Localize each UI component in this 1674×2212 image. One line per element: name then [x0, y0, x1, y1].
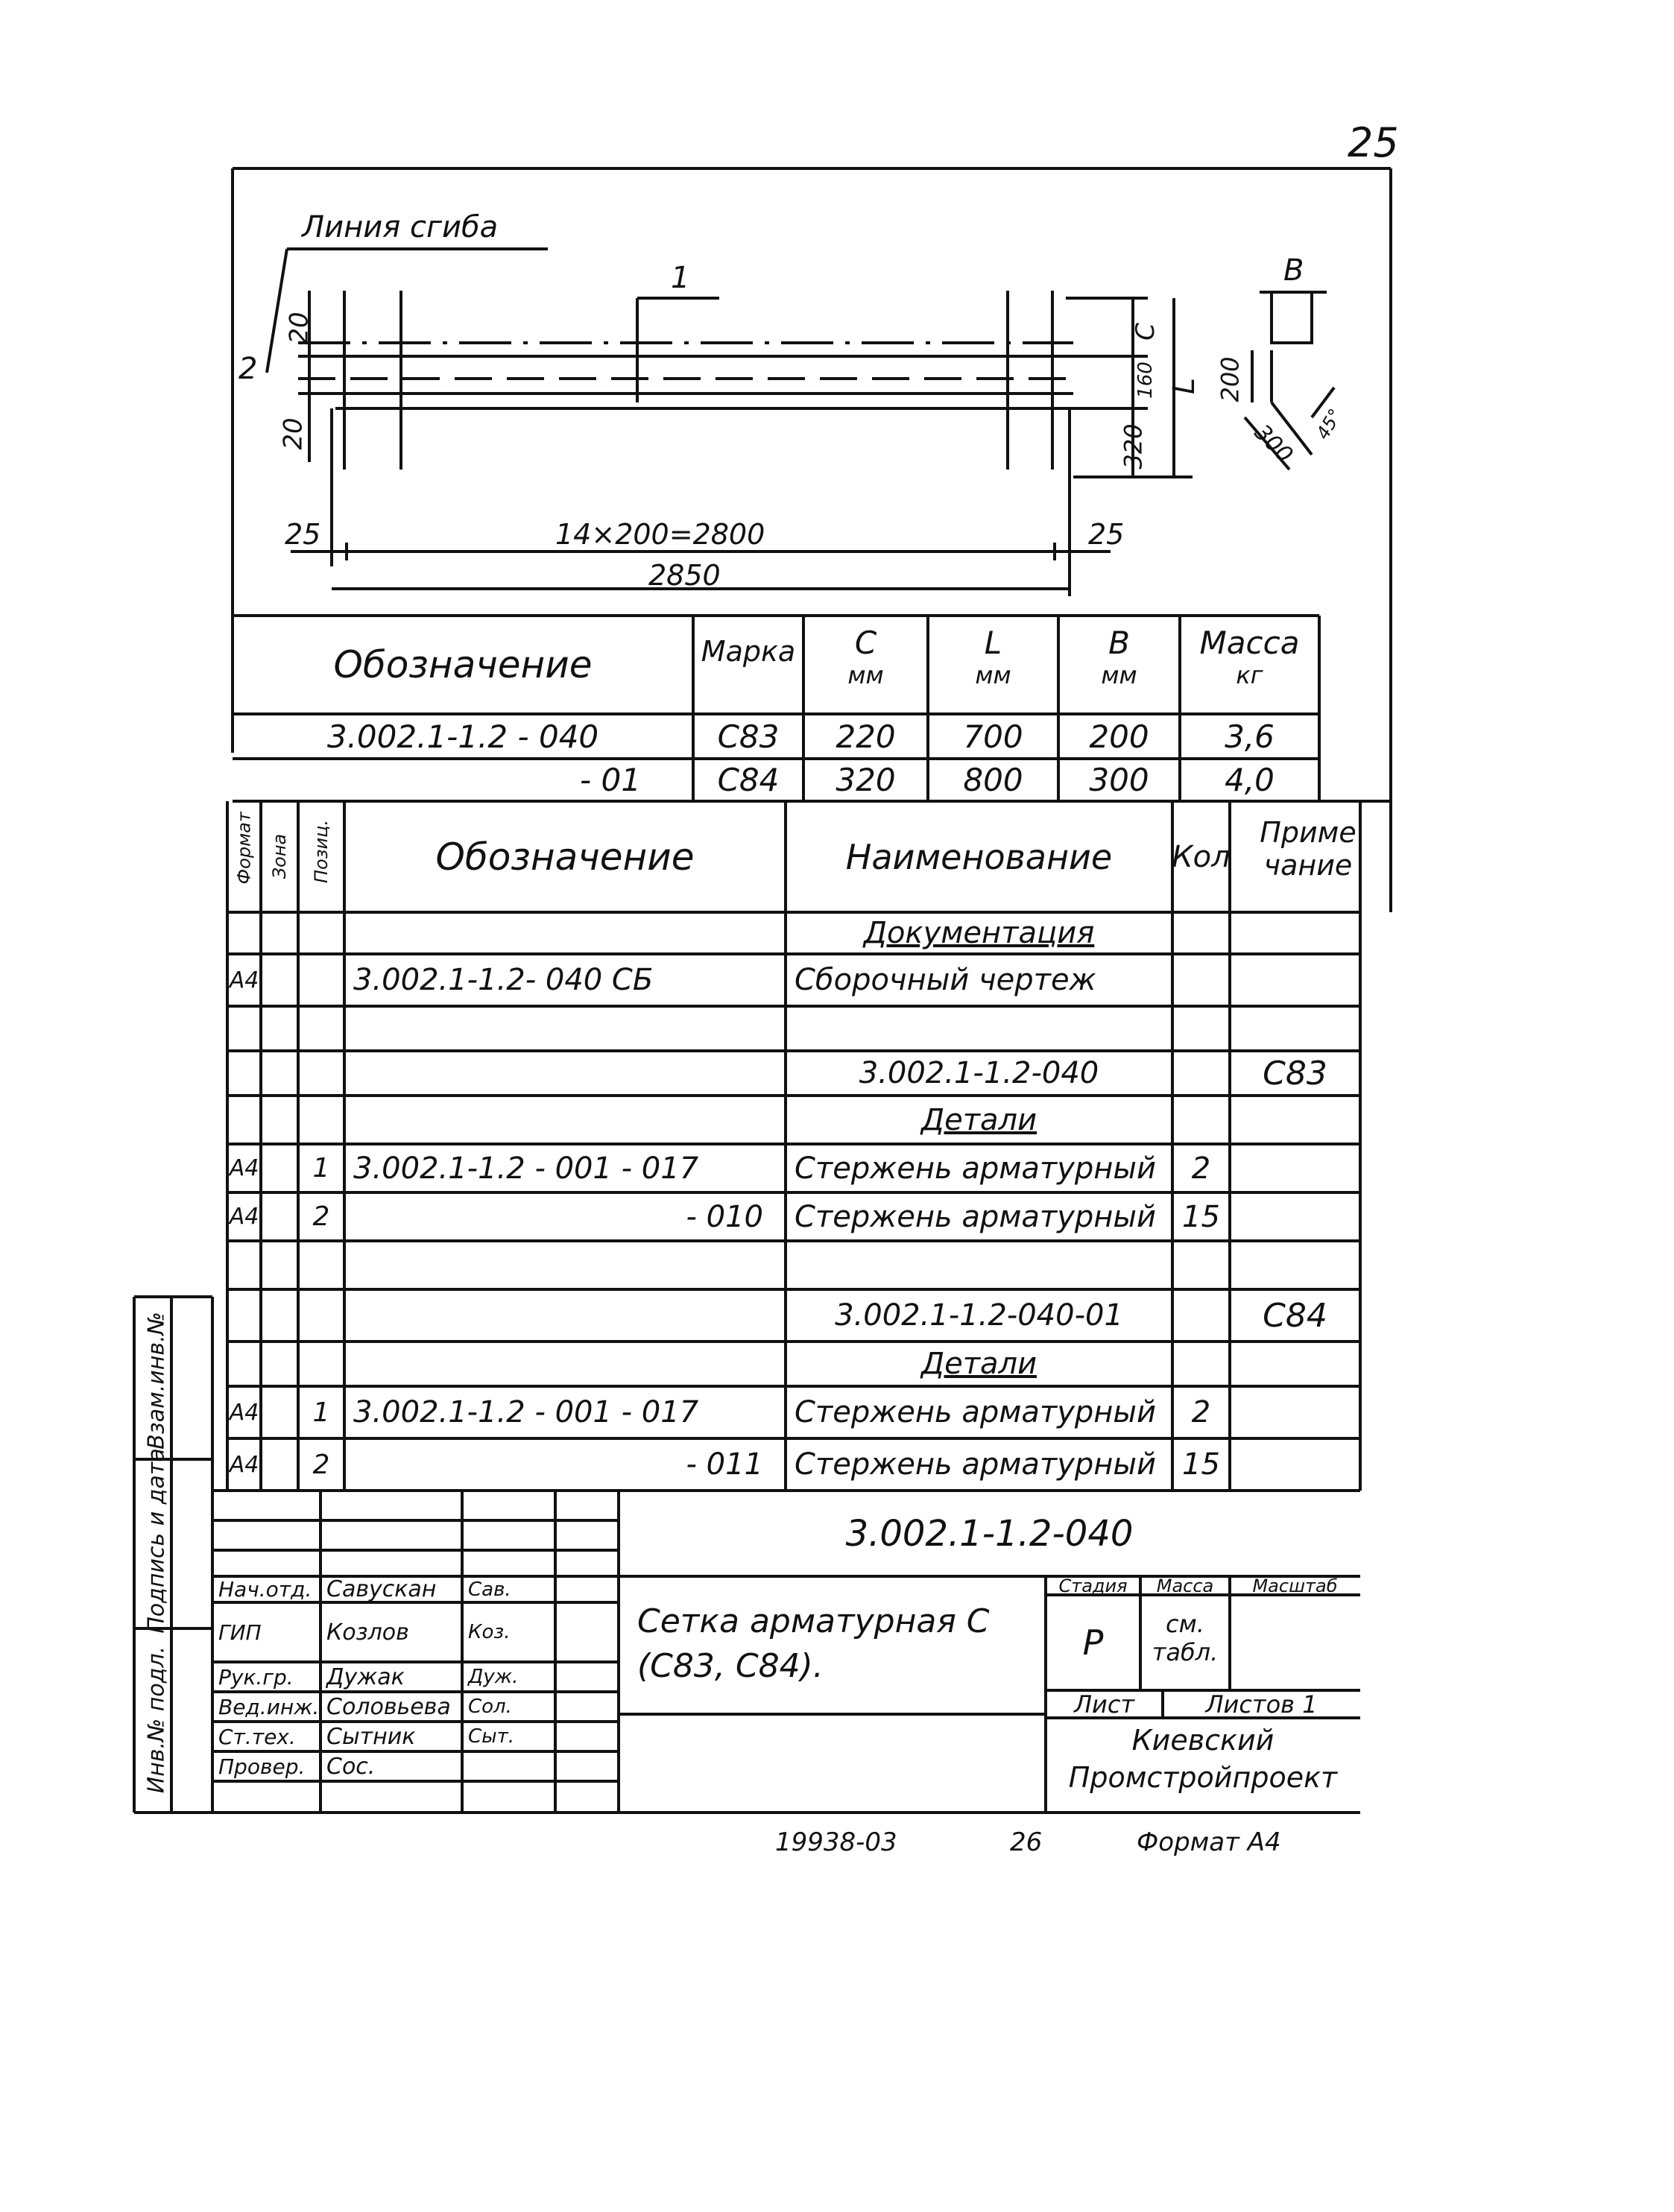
spec-cell-name: [786, 1006, 1172, 1051]
mark-col-mass: Масса кг: [1199, 625, 1300, 689]
dim-end-right: 25: [1088, 518, 1125, 551]
spec-cell-pos: [298, 1051, 344, 1096]
spec-cell-note: С84: [1263, 1296, 1327, 1335]
spec-cell-zone: [261, 1096, 298, 1144]
title-person-role: Вед.инж.: [218, 1694, 320, 1719]
spec-cell-zone: [261, 1438, 298, 1491]
stamp-signature-date: Подпись и дата: [143, 1448, 170, 1634]
mark-row-2-mark: С84: [717, 762, 780, 798]
mark-row-1-mark: С83: [717, 718, 780, 755]
spec-cell-designation: [344, 1006, 786, 1051]
mark-row-2-mass: 4,0: [1225, 762, 1275, 798]
mark-row-1-mass: 3,6: [1225, 718, 1275, 755]
mark-col-mark: Марка: [701, 635, 796, 668]
spec-cell-designation: [344, 1096, 786, 1144]
spec-cell-designation: [344, 1289, 786, 1342]
bent-profile: [1272, 291, 1312, 343]
dim-300-label: 300: [1249, 419, 1298, 469]
spec-cell-pos: 1: [312, 1397, 330, 1428]
spec-cell-designation: - 011: [686, 1447, 763, 1482]
spec-cell-qty: [1172, 1051, 1230, 1096]
spec-cell-name: 3.002.1-1.2-040: [859, 1056, 1099, 1090]
page-number: 25: [1348, 119, 1399, 166]
spec-cell-qty: [1172, 954, 1230, 1006]
spec-cell-format: [227, 1289, 261, 1342]
spec-cell-name: Сборочный чертеж: [795, 963, 1096, 997]
title-line-1: Сетка арматурная С: [637, 1602, 990, 1640]
title-person-sign: Сыт.: [468, 1725, 515, 1748]
mark-col-l: L мм: [975, 625, 1011, 689]
spec-cell-note: [1230, 1144, 1360, 1192]
footer-format: Формат А4: [1137, 1827, 1281, 1857]
spec-cell-designation: 3.002.1-1.2- 040 СБ: [353, 963, 654, 997]
spec-cell-qty: [1172, 912, 1230, 954]
title-person-sign: Сав.: [468, 1578, 511, 1601]
dim-20-top: 20: [284, 312, 315, 344]
title-person-name: Сос.: [326, 1753, 376, 1780]
spec-cell-note: [1230, 1386, 1360, 1438]
title-doc-code: 3.002.1-1.2-040: [845, 1512, 1134, 1555]
spec-cell-designation: - 010: [686, 1199, 763, 1234]
mark-col-b: B мм: [1101, 625, 1137, 689]
dim-160: 160: [1134, 361, 1157, 399]
dim-end-left: 25: [285, 518, 321, 551]
spec-cell-designation: [344, 912, 786, 954]
spec-cell-note: [1230, 1096, 1360, 1144]
title-line-2: (С83, С84).: [637, 1647, 824, 1685]
spec-cell-name: Стержень арматурный: [795, 1199, 1156, 1234]
spec-cell-format: А4: [229, 1155, 259, 1181]
spec-cell-qty: [1172, 1289, 1230, 1342]
title-person-name: Савускан: [326, 1576, 437, 1602]
spec-cell-zone: [261, 1342, 298, 1386]
dim-200-label: 200: [1216, 356, 1245, 402]
spec-cell-designation: [344, 1241, 786, 1289]
mark-row-2-designation: - 01: [580, 762, 641, 798]
spec-cell-name: Стержень арматурный: [795, 1447, 1156, 1482]
title-person-sign: Сол.: [468, 1696, 512, 1718]
spec-cell-format: [227, 1006, 261, 1051]
title-mass-value: см. табл.: [1152, 1610, 1219, 1666]
dim-320: 320: [1119, 423, 1148, 470]
spec-cell-format: [227, 1051, 261, 1096]
spec-cell-format: [227, 1241, 261, 1289]
spec-cell-format: [227, 1342, 261, 1386]
title-sheets-label: Листов 1: [1205, 1690, 1318, 1719]
spec-cell-zone: [261, 954, 298, 1006]
title-sheet-label: Лист: [1073, 1690, 1135, 1719]
spec-cell-format: А4: [229, 1451, 259, 1478]
spec-cell-name: Детали: [920, 1102, 1037, 1137]
mark-col-designation: Обозначение: [333, 643, 593, 686]
spec-cell-qty: [1172, 1342, 1230, 1386]
spec-cell-qty: 2: [1191, 1151, 1211, 1186]
title-person-name: Козлов: [326, 1619, 409, 1646]
mark-row-2-b: 300: [1089, 762, 1149, 798]
spec-col-note: Приме чание: [1260, 816, 1356, 882]
mark-row-1-designation: 3.002.1-1.2 - 040: [326, 718, 599, 755]
spec-cell-zone: [261, 1241, 298, 1289]
spec-cell-designation: 3.002.1-1.2 - 001 - 017: [353, 1151, 699, 1186]
spec-cell-note: [1230, 1438, 1360, 1491]
spec-cell-qty: [1172, 1006, 1230, 1051]
spec-cell-format: А4: [229, 967, 259, 993]
title-scale-label: Масштаб: [1252, 1575, 1338, 1596]
spec-col-zone: Зона: [269, 833, 290, 879]
title-person-name: Дужак: [326, 1663, 405, 1690]
footer-page: 26: [1010, 1827, 1043, 1857]
spec-cell-name: [786, 1241, 1172, 1289]
spec-cell-pos: [298, 912, 344, 954]
footer-code: 19938-03: [775, 1827, 897, 1857]
dim-2: 2: [239, 352, 258, 386]
spec-cell-pos: 2: [312, 1449, 330, 1480]
title-person-sign: Дуж.: [468, 1666, 519, 1688]
mark-row-1-c: 220: [836, 718, 896, 755]
spec-cell-note: [1230, 912, 1360, 954]
spec-cell-format: А4: [229, 1399, 259, 1426]
spec-cell-pos: 2: [312, 1201, 330, 1232]
spec-cell-name: Стержень арматурный: [795, 1395, 1156, 1429]
title-person-name: Соловьева: [326, 1693, 451, 1720]
title-person-sign: Коз.: [468, 1621, 511, 1643]
spec-cell-note: [1230, 1342, 1360, 1386]
spec-cell-qty: [1172, 1241, 1230, 1289]
spec-cell-zone: [261, 1192, 298, 1241]
title-person-sign: [462, 1751, 555, 1781]
stamp-inv-no: Инв.№ подл.: [143, 1646, 170, 1794]
dim-20-bottom: 20: [278, 417, 309, 450]
title-stage-value: Р: [1082, 1622, 1104, 1663]
spec-cell-designation: [344, 1051, 786, 1096]
spec-col-format: Формат: [233, 812, 255, 885]
spec-cell-zone: [261, 1386, 298, 1438]
spec-cell-name: 3.002.1-1.2-040-01: [835, 1298, 1123, 1333]
title-person-name: Сытник: [326, 1723, 416, 1750]
spec-cell-name: Детали: [920, 1347, 1037, 1381]
spec-col-qty: Кол: [1172, 839, 1231, 874]
spec-cell-format: [227, 912, 261, 954]
spec-cell-note: [1230, 1006, 1360, 1051]
spec-cell-pos: [298, 1289, 344, 1342]
dim-C: C: [1130, 323, 1160, 341]
spec-col-designation: Обозначение: [435, 835, 695, 879]
title-stage-label: Стадия: [1058, 1575, 1128, 1596]
mark-row-1-l: 700: [963, 718, 1023, 755]
spec-cell-zone: [261, 1289, 298, 1342]
spec-cell-zone: [261, 1144, 298, 1192]
spec-cell-zone: [261, 912, 298, 954]
bend-line-label: Линия сгиба: [302, 210, 499, 244]
title-person-role: ГИП: [218, 1619, 262, 1645]
spec-cell-qty: 15: [1182, 1199, 1220, 1234]
spec-cell-note: [1230, 1241, 1360, 1289]
spec-cell-pos: [298, 1006, 344, 1051]
dim-B-label: B: [1283, 253, 1304, 288]
spec-cell-qty: 2: [1191, 1395, 1211, 1429]
dim-L-label: L: [1167, 377, 1202, 395]
spec-col-pos: Позиц.: [311, 819, 332, 883]
position-callout: 1: [671, 261, 690, 295]
spec-cell-zone: [261, 1051, 298, 1096]
spec-cell-note: С83: [1263, 1054, 1327, 1093]
mark-row-2-l: 800: [963, 762, 1023, 798]
spec-cell-note: [1230, 1192, 1360, 1241]
dim-span-label: 14×200=2800: [555, 518, 765, 551]
spec-cell-designation: 3.002.1-1.2 - 001 - 017: [353, 1395, 699, 1429]
stamp-replace-inv: Взам.инв.№: [143, 1312, 170, 1450]
mark-row-2-c: 320: [836, 762, 896, 798]
spec-cell-pos: 1: [312, 1153, 330, 1184]
title-person-role: Провер.: [218, 1754, 306, 1779]
mark-col-c: C мм: [847, 625, 884, 689]
dim-angle-label: 45°: [1312, 405, 1347, 443]
bend-label-leader: [267, 249, 287, 373]
spec-cell-pos: [298, 954, 344, 1006]
spec-cell-pos: [298, 1096, 344, 1144]
spec-cell-zone: [261, 1006, 298, 1051]
spec-cell-name: Стержень арматурный: [795, 1151, 1156, 1186]
spec-cell-designation: [344, 1342, 786, 1386]
spec-col-name: Наименование: [845, 836, 1113, 877]
spec-cell-pos: [298, 1342, 344, 1386]
spec-cell-qty: 15: [1182, 1447, 1220, 1482]
title-person-role: Ст.тех.: [218, 1724, 296, 1749]
mark-row-1-b: 200: [1089, 718, 1149, 755]
dim-overall-label: 2850: [648, 559, 721, 592]
title-mass-label: Масса: [1156, 1575, 1214, 1596]
spec-cell-note: [1230, 954, 1360, 1006]
spec-cell-pos: [298, 1241, 344, 1289]
spec-cell-format: А4: [229, 1204, 259, 1230]
spec-cell-qty: [1172, 1096, 1230, 1144]
title-organization: Киевский Промстройпроект: [1068, 1724, 1338, 1794]
spec-cell-name: Документация: [863, 916, 1095, 950]
title-person-role: Нач.отд.: [218, 1577, 312, 1602]
title-person-role: Рук.гр.: [218, 1664, 294, 1690]
spec-cell-format: [227, 1096, 261, 1144]
